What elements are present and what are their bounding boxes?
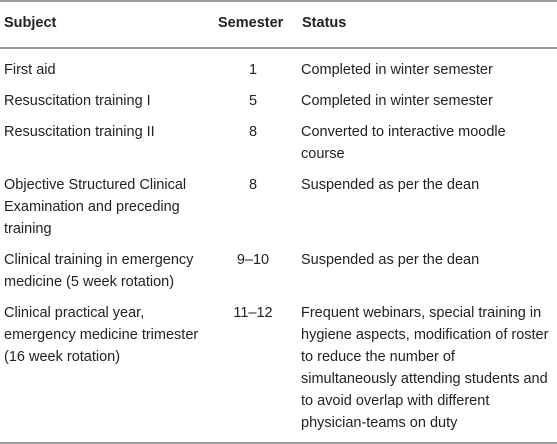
- cell-status: Completed in winter semester: [301, 62, 493, 78]
- cell-subject: Resuscitation training II: [4, 124, 155, 140]
- table-row: [0, 174, 557, 249]
- cell-semester: 11–12: [214, 302, 298, 443]
- cell-subject: Clinical training in emergency medicine (5 week rotation): [4, 252, 194, 290]
- table-row: [0, 302, 557, 443]
- cell-semester: 8: [248, 124, 258, 140]
- cell-status: Suspended as per the dean: [301, 177, 480, 193]
- cell-status: Converted to interactive moodle course: [301, 124, 506, 162]
- cell-status: Completed in winter semester: [301, 93, 493, 109]
- cell-semester: 1: [248, 62, 258, 78]
- header-subject: Subject: [0, 1, 214, 48]
- cell-subject: Objective Structured Clinical Examination and preceding training: [4, 177, 187, 237]
- cell-semester: 8: [248, 177, 258, 193]
- table-row: [0, 90, 557, 121]
- cell-status: Frequent webinars, special training in hygiene aspects, modification of roster to reduce the number of simultaneously attending students and to avoid overlap with different physician-teams on duty: [298, 302, 557, 443]
- cell-subject: First aid: [4, 62, 56, 78]
- table-row: [0, 48, 557, 90]
- table-row: [0, 121, 557, 174]
- cell-semester: 9–10: [236, 252, 270, 268]
- header-status: Status: [298, 1, 557, 48]
- cell-semester: 5: [248, 93, 258, 109]
- table-body: [0, 48, 557, 443]
- table-row: [0, 249, 557, 302]
- table-header: [0, 1, 557, 48]
- cell-subject: Clinical practical year, emergency medicine trimester (16 week rotation): [0, 302, 214, 443]
- cell-subject: Resuscitation training I: [4, 93, 151, 109]
- header-semester: Semester: [214, 1, 298, 48]
- header-row: [0, 1, 557, 48]
- cell-status: Suspended as per the dean: [301, 252, 480, 268]
